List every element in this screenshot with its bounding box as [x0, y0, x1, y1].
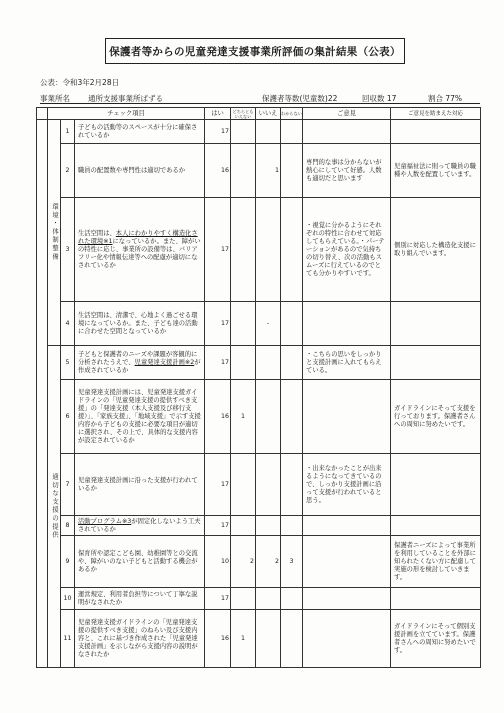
table-row	[37, 120, 481, 144]
count-unknown	[281, 198, 303, 302]
check-item-text: 職員の配置数や専門性は適切であるか	[75, 144, 205, 198]
row-number: 2	[61, 144, 75, 198]
count-neither	[231, 346, 256, 380]
count-yes: 17	[205, 516, 231, 536]
count-unknown	[281, 588, 303, 610]
count-neither: 1	[231, 380, 256, 454]
opinion-cell	[303, 516, 391, 536]
document-title: 保護者等からの児童発達支援事業所評価の集計結果（公表）	[105, 38, 405, 64]
response-cell	[391, 516, 481, 536]
count-unknown	[281, 302, 303, 346]
count-yes: 17	[205, 198, 231, 302]
category-support: 適切な支援の提供	[48, 346, 61, 668]
response-cell: ガイドラインにそって支援を行っております。保護者さんへの周知に努めたいです。	[391, 380, 481, 454]
opinion-cell	[303, 610, 391, 668]
check-item-text: 児童発達支援計画には、児童発達支援ガイドラインの「児童発達支援の提供すべき支援」の「発達支援（本人支援及び移行支援）」、「家族支援」、「地域支援」で示す支援内容から子どもの支援に必要な項目が適切に選択され、その上で、具体的な支援内容が設定されているか	[75, 380, 205, 454]
response-cell: 個別に対応した構造化支援に取り組んでいます。	[391, 198, 481, 302]
response-cell	[391, 120, 481, 144]
table-row	[37, 198, 481, 302]
opinion-cell: ・こちらの思いをしっかりと支援計画に入れてもらえている。	[303, 346, 391, 380]
header-opinion: ご意見	[303, 108, 391, 120]
opinion-cell	[303, 588, 391, 610]
check-item-text: 子どもと保護者のニーズや課題が客観的に分析されたうえで、児童発達支援計画※2が作成されているか	[75, 346, 205, 380]
count-no	[256, 516, 281, 536]
count-unknown	[281, 120, 303, 144]
count-unknown	[281, 144, 303, 198]
row-number: 5	[61, 346, 75, 380]
count-no	[256, 610, 281, 668]
count-unknown	[281, 610, 303, 668]
row-number: 11	[61, 610, 75, 668]
count-yes: 16	[205, 610, 231, 668]
publication-date: 公表：令和3年2月28日	[40, 78, 120, 87]
count-unknown	[281, 380, 303, 454]
header-check-item: チェック項目	[48, 108, 205, 120]
response-cell	[391, 302, 481, 346]
opinion-cell: ・視覚に分かるようにそれぞれの特性に合わせて対応してもらえている。・パーテーションがあるので気持ちの切り替え、次の活動もスムーズに行えているのでとても分かりやすいです。	[303, 198, 391, 302]
header-unknown: わからない	[281, 108, 303, 120]
category-environment: 環境・体制整備	[48, 120, 61, 346]
count-no: 1	[256, 144, 281, 198]
response-cell: ガイドラインにそって個別支援計画を立てています。保護者さんへの周知に努めたいです。	[391, 610, 481, 668]
row-number: 9	[61, 536, 75, 588]
count-neither: 1	[231, 610, 256, 668]
row-number: 4	[61, 302, 75, 346]
row-number: 7	[61, 454, 75, 516]
response-cell	[391, 588, 481, 610]
opinion-cell	[303, 302, 391, 346]
count-no	[256, 454, 281, 516]
table-row	[37, 610, 481, 668]
count-yes: 17	[205, 346, 231, 380]
count-neither	[231, 302, 256, 346]
table-row	[37, 588, 481, 610]
row-number: 8	[61, 516, 75, 536]
count-no: 2	[256, 536, 281, 588]
count-neither: 2	[231, 536, 256, 588]
row-number: 6	[61, 380, 75, 454]
count-yes: 17	[205, 302, 231, 346]
check-item-text: 子どもの活動等のスペースが十分に確保されているか	[75, 120, 205, 144]
guardian-count: 保護者等数(児童数)22	[262, 94, 338, 103]
check-item-text: 運営規定、利用者負担等について丁寧な説明がなされたか	[75, 588, 205, 610]
check-item-text: 児童発達支援ガイドラインの「児童発達支援の提供すべき支援」のねらい及び支援内容と、これに基づき作成された「児童発達支援計画」を示しながら支援内容の説明がなされたか	[75, 610, 205, 668]
opinion-cell: ・出来なかったことが出来るようになってきているので、しっかり支援計画に沿って支援が行われていると思う。	[303, 454, 391, 516]
count-no: -	[256, 302, 281, 346]
count-unknown: 3	[281, 536, 303, 588]
count-unknown	[281, 454, 303, 516]
response-cell	[391, 454, 481, 516]
facility-label: 事業所名	[40, 94, 70, 103]
count-yes: 16	[205, 380, 231, 454]
header-no: いいえ	[256, 108, 281, 120]
header-response: ご意見を踏まえた対応	[391, 108, 481, 120]
count-no	[256, 120, 281, 144]
check-item-text: 生活空間は、本人にわかりやすく構造化された環境※1になっているか。また、障がいの特性に応じ、事業所の設備等は、バリアフリー化や情報伝達等への配慮が適切になされているか	[75, 198, 205, 302]
opinion-cell	[303, 536, 391, 588]
check-item-text: 生活空間は、清潔で、心地よく過ごせる環境になっているか。また、子ども達の活動に合わせた空間となっているか	[75, 302, 205, 346]
check-item-text: 保育所や認定こども園、幼稚園等との交流や、障がいのない子どもと活動する機会があるか	[75, 536, 205, 588]
header-yes: はい	[205, 108, 231, 120]
count-neither	[231, 198, 256, 302]
facility-name: 通所支援事業所ぱずる	[88, 94, 163, 103]
header-neither: どちらともいえない	[231, 108, 256, 120]
count-yes: 16	[205, 144, 231, 198]
count-yes: 17	[205, 588, 231, 610]
opinion-cell	[303, 380, 391, 454]
check-item-text: 児童発達支援計画に沿った支援が行われているか	[75, 454, 205, 516]
count-yes: 17	[205, 120, 231, 144]
facility-info-bar	[40, 92, 480, 104]
table-row	[37, 302, 481, 346]
row-number: 10	[61, 588, 75, 610]
table-row	[37, 454, 481, 516]
row-number: 3	[61, 198, 75, 302]
check-item-text: 活動プログラム※3が固定化しないよう工夫されているか	[75, 516, 205, 536]
response-count: 回収数 17	[362, 94, 397, 103]
count-neither	[231, 144, 256, 198]
opinion-cell: 専門的な事は分からないが熱心にしていて好感。人数も適切だと思います	[303, 144, 391, 198]
row-number: 1	[61, 120, 75, 144]
count-neither	[231, 120, 256, 144]
evaluation-table	[36, 107, 481, 668]
count-unknown	[281, 346, 303, 380]
table-row	[37, 516, 481, 536]
response-ratio: 割合 77%	[428, 94, 463, 103]
table-row	[37, 144, 481, 198]
count-no	[256, 588, 281, 610]
count-no	[256, 380, 281, 454]
table-row	[37, 346, 481, 380]
response-cell: 児童福祉法に則って職員の職種や人数を配置しています。	[391, 144, 481, 198]
count-unknown	[281, 516, 303, 536]
count-neither	[231, 516, 256, 536]
count-neither	[231, 588, 256, 610]
table-row	[37, 536, 481, 588]
count-no	[256, 198, 281, 302]
opinion-cell	[303, 120, 391, 144]
table-row	[37, 380, 481, 454]
count-yes: 17	[205, 454, 231, 516]
response-cell: 保護者ニーズによって事業所を利用していることを外部に知られたくない方に配慮して実施の形を検討していきます。	[391, 536, 481, 588]
response-cell	[391, 346, 481, 380]
count-no	[256, 346, 281, 380]
count-neither	[231, 454, 256, 516]
table-header-row	[37, 108, 481, 120]
count-yes: 10	[205, 536, 231, 588]
